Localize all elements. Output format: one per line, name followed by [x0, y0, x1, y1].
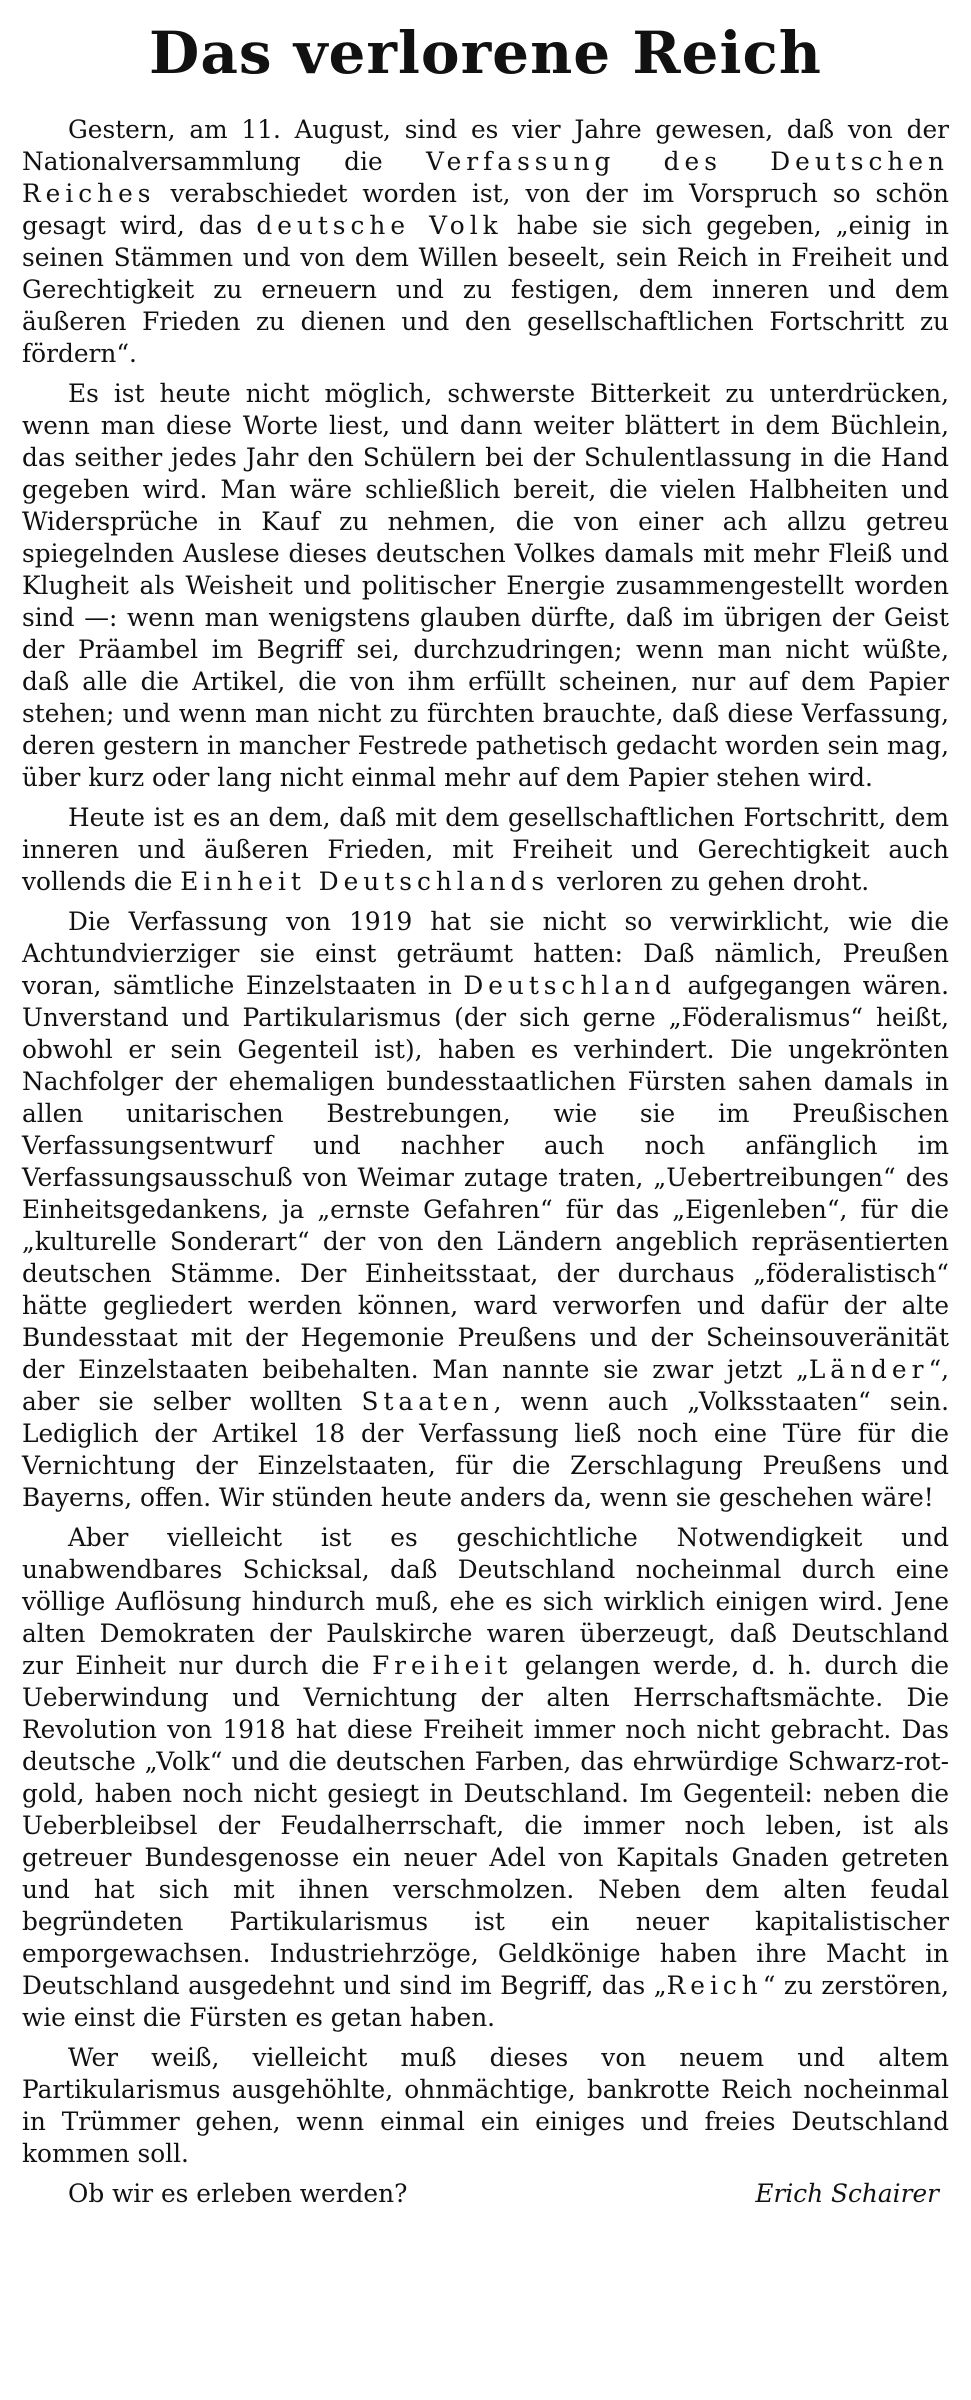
text-run: “, aber sie selber wollten — [22, 1355, 949, 1416]
emphasized-text: deutsche Volk — [256, 211, 503, 240]
article-paragraph — [22, 802, 949, 898]
text-run: gelangen werde, d. h. durch die Ueberwindung und Vernichtung der alten Herrschaftsmächte. Die Revolution von 1918 hat diese Freiheit immer noch nicht gebracht. Das deutsche „Volk“ und die deutschen Farben, das ehrwürdige Schwarz-rot-gold, haben noch nicht gesiegt in Deutschland. Im Gegenteil: neben die Ueberbleibsel der Feudalherrschaft, die immer noch leben, ist als getreuer Bundesgenosse ein neuer Adel von Kapitals Gnaden getreten und hat sich mit ihnen verschmolzen. Neben dem alten feudal begründeten Partikularismus ist ein neuer kapitalistischer emporgewachsen. Industriehrzöge, Geldkönige haben ihre Macht in Deutschland ausgedehnt und sind im Begriff, das „ — [22, 1651, 950, 2000]
article-paragraph — [22, 2042, 949, 2170]
text-run: aufgegangen wären. Unverstand und Partikularismus (der sich gerne „Föderalismus“ heißt, obwohl er sein Gegenteil ist), haben es verhindert. Die ungekrönten Nachfolger der ehemaligen bundesstaatlichen Fürsten sahen damals in allen unitarischen Bestrebungen, wie sie im Preußischen Verfassungsentwurf und nachher auch noch anfänglich im Verfassungsausschuß von Weimar zutage traten, „Uebertreibungen“ des Einheitsgedankens, ja „ernste Gefahren“ für das „Eigenleben“, für die „kulturelle Sonderart“ der von den Ländern angeblich repräsentierten deutschen Stämme. Der Einheitsstaat, der durchaus „föderalistisch“ hätte gegliedert werden können, ward verworfen und dafür der alte Bundesstaat mit der Hegemonie Preußens und der Scheinsouveränität der Einzelstaaten beibehalten. Man nannte sie zwar jetzt „ — [22, 971, 949, 1384]
emphasized-text: Deutschland — [463, 971, 676, 1000]
emphasized-text: Länder — [808, 1355, 929, 1384]
emphasized-text: Reich — [666, 1971, 763, 2000]
emphasized-text: Verfassung des Deutschen Reiches — [22, 147, 949, 208]
text-run: verabschiedet worden ist, von der im Vorspruch so schön gesagt wird, das — [22, 179, 949, 240]
article-paragraph — [22, 1522, 949, 2034]
article-headline: Das verlorene Reich — [149, 19, 822, 87]
article-paragraph — [22, 114, 949, 370]
article-body — [22, 114, 949, 2170]
text-run: Die Verfassung von 1919 hat sie nicht so verwirklicht, wie die Achtundvierziger sie einst geträumt hatten: Daß nämlich, Preußen voran, sämtliche Einzelstaaten in — [22, 907, 949, 1000]
text-run: , wenn auch „Volksstaaten“ sein. Lediglich der Artikel 18 der Verfassung ließ noch eine Türe für die Vernichtung der Einzelstaaten, für die Zerschlagung Preußens und Bayerns, offen. Wir stünden heute anders da, wenn sie geschehen wäre! — [22, 1387, 949, 1512]
text-run: verloren zu gehen droht. — [549, 867, 870, 896]
article-paragraph — [22, 906, 949, 1514]
text-run: Heute ist es an dem, daß mit dem gesellschaftlichen Fortschritt, dem inneren und äußeren Frieden, mit Freiheit und Gerechtigkeit auch vollends die — [22, 803, 949, 896]
text-run: Es ist heute nicht möglich, schwerste Bitterkeit zu unterdrücken, wenn man diese Worte liest, und dann weiter blättert in dem Büchlein, das seither jedes Jahr den Schülern bei der Schulentlassung in die Hand gegeben wird. Man wäre schließlich bereit, die vielen Halbheiten und Widersprüche in Kauf zu nehmen, die von einer ach allzu getreu spiegelnden Auslese dieses deutschen Volkes damals mit mehr Fleiß und Klugheit als Weisheit und politischer Energie zusammengestellt worden sind —: wenn man wenigstens glauben dürfte, daß im übrigen der Geist der Präambel im Begriff sei, durchzudringen; wenn man nicht wüßte, daß alle die Artikel, die von ihm erfüllt scheinen, nur auf dem Papier stehen; und wenn man nicht zu fürchten brauchte, daß diese Verfassung, deren gestern in mancher Festrede pathetisch gedacht worden sein mag, über kurz oder lang nicht einmal mehr auf dem Papier stehen wird. — [22, 379, 949, 792]
author-signature: Erich Schairer — [755, 2179, 939, 2208]
article-paragraph — [22, 378, 949, 794]
text-run: habe sie sich gegeben, „einig in seinen Stämmen und von dem Willen beseelt, sein Reich in Freiheit und Gerechtigkeit zu erneuern und zu festigen, dem inneren und dem äußeren Frieden zu dienen und den gesellschaftlichen Fortschritt zu fördern“. — [22, 211, 949, 368]
emphasized-text: Einheit Deutschlands — [180, 867, 550, 896]
article-closing — [22, 2178, 949, 2210]
closing-question: Ob wir es erleben werden? — [68, 2179, 408, 2208]
text-run: “ zu zerstören, wie einst die Fürsten es getan haben. — [22, 1971, 949, 2032]
text-run: Gestern, am 11. August, sind es vier Jahre gewesen, daß von der Nationalversammlung die — [22, 115, 949, 176]
emphasized-text: Staaten — [361, 1387, 494, 1416]
text-run: Wer weiß, vielleicht muß dieses von neuem und altem Partikularismus ausgehöhlte, ohnmächtige, bankrotte Reich nocheinmal in Trümmer gehen, wenn einmal ein einiges und freies Deutschland kommen soll. — [22, 2043, 949, 2168]
text-run: Aber vielleicht ist es geschichtliche Notwendigkeit und unabwendbares Schicksal, daß Deutschland nocheinmal durch eine völlige Auflösung hindurch muß, ehe es sich wirklich einigen wird. Jene alten Demokraten der Paulskirche waren überzeugt, daß Deutschland zur Einheit nur durch die — [22, 1523, 949, 1680]
emphasized-text: Freiheit — [371, 1651, 513, 1680]
